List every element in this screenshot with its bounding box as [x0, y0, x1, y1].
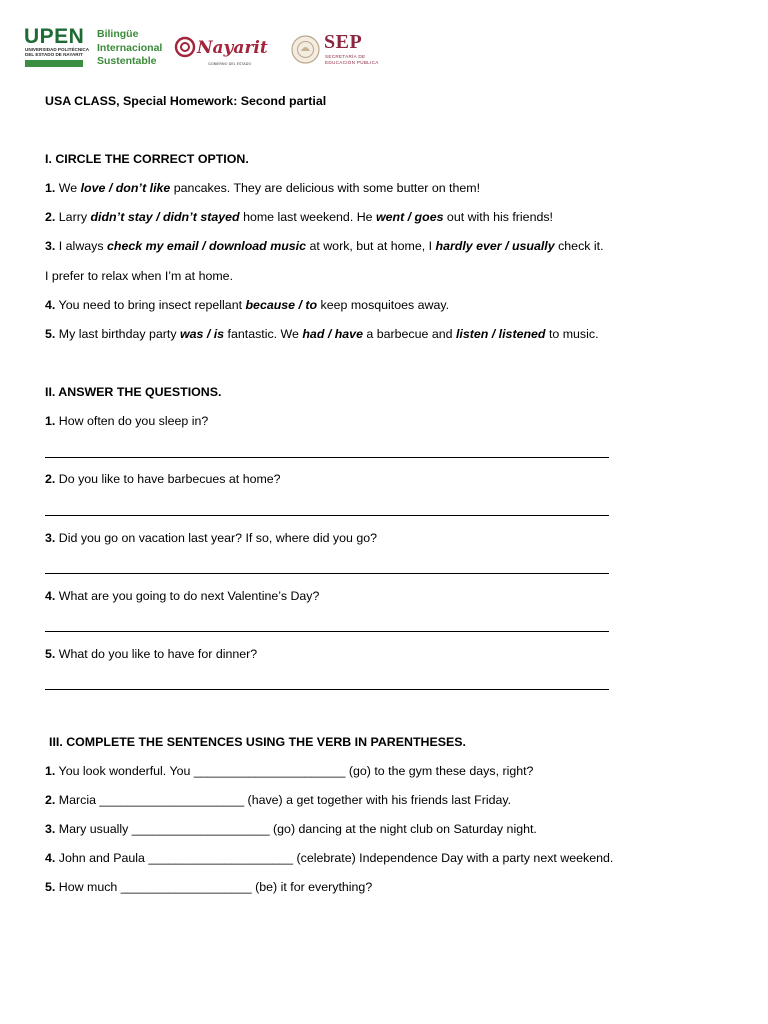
nayarit-logo-text: Nayarit	[197, 38, 268, 58]
section-1-item-continuation	[45, 269, 233, 283]
answer-line-2[interactable]	[45, 515, 609, 516]
answer-line-3[interactable]	[45, 573, 609, 574]
sentence-text: My last birthday party	[55, 327, 180, 341]
sentence-text: I always	[55, 239, 107, 253]
section-1-item	[45, 298, 449, 312]
upen-logo-subtitle: UNIVERSIDAD POLITÉCNICA DEL ESTADO DE NAYARIT	[25, 47, 90, 57]
answer-line-5[interactable]	[45, 689, 609, 690]
upen-badge	[25, 60, 83, 67]
answer-option-text: went / goes	[376, 210, 444, 224]
sep-logo-text: SEP	[324, 31, 363, 53]
sentence-text: at work, but at home, I	[306, 239, 436, 253]
sep-logo-subtitle: SECRETARÍA DE EDUCACIÓN PÚBLICA	[325, 54, 379, 65]
sentence-text: to music.	[545, 327, 599, 341]
section-1-item	[45, 210, 553, 224]
sentence-text: home last weekend. He	[239, 210, 376, 224]
section-1-item	[45, 239, 604, 253]
sentence-text: keep mosquitoes away.	[317, 298, 450, 312]
sentence-text: fantastic. We	[224, 327, 303, 341]
document-title: USA CLASS, Special Homework: Second partial	[45, 94, 327, 108]
section-3-heading: III. COMPLETE THE SENTENCES USING THE VERB IN PARENTHESES.	[49, 735, 466, 749]
question-5: 5. What do you like to have for dinner?	[45, 647, 258, 661]
answer-option-text: listen / listened	[455, 327, 546, 341]
answer-option-text: love / don’t like	[80, 181, 171, 195]
sentence-text: pancakes. They are delicious with some butter on them!	[170, 181, 481, 195]
fill-in-sentence-1: 1. You look wonderful. You ______________________ (go) to the gym these days, right?	[45, 764, 534, 778]
sentence-text: You need to bring insect repellant	[55, 298, 246, 312]
sentence-text: Larry	[55, 210, 91, 224]
item-number: 2.	[45, 210, 56, 224]
answer-line-1[interactable]	[45, 457, 609, 458]
section-2-heading: II. ANSWER THE QUESTIONS.	[45, 385, 222, 399]
fill-in-sentence-4: 4. John and Paula _____________________ (celebrate) Independence Day with a party next weekend.	[45, 851, 614, 865]
section-1-heading: I. CIRCLE THE CORRECT OPTION.	[45, 152, 249, 166]
fill-in-sentence-5: 5. How much ___________________ (be) it for everything?	[45, 880, 373, 894]
nayarit-swirl-icon	[176, 38, 194, 56]
answer-option-text: had / have	[302, 327, 363, 341]
fill-in-sentence-3: 3. Mary usually ____________________ (go) dancing at the night club on Saturday night.	[45, 822, 537, 836]
fill-in-sentence-2: 2. Marcia _____________________ (have) a get together with his friends last Friday.	[45, 793, 512, 807]
sentence-text: I prefer to relax when I’m at home.	[45, 269, 234, 283]
sentence-text: We	[55, 181, 81, 195]
item-number: 5.	[45, 327, 56, 341]
answer-line-4[interactable]	[45, 631, 609, 632]
mexico-seal-icon	[291, 35, 320, 64]
item-number: 4.	[45, 298, 56, 312]
answer-option-text: hardly ever / usually	[435, 239, 555, 253]
section-1-item	[45, 181, 480, 195]
answer-option-text: check my email / download music	[107, 239, 307, 253]
section-1-item	[45, 327, 599, 341]
answer-option-text: didn’t stay / didn’t stayed	[90, 210, 240, 224]
sentence-text: check it.	[554, 239, 604, 253]
answer-option-text: because / to	[245, 298, 318, 312]
sentence-text: out with his friends!	[443, 210, 553, 224]
sentence-text: a barbecue and	[362, 327, 456, 341]
question-2: 2. Do you like to have barbecues at home?	[45, 472, 281, 486]
upen-logo: UPEN	[24, 25, 85, 48]
nayarit-logo	[172, 32, 272, 70]
item-number: 1.	[45, 181, 56, 195]
answer-option-text: was / is	[179, 327, 225, 341]
item-number: 3.	[45, 239, 56, 253]
question-1: 1. How often do you sleep in?	[45, 414, 209, 428]
bis-logo: Bilingüe Internacional Sustentable	[97, 28, 163, 67]
nayarit-logo-subtitle: GOBIERNO DEL ESTADO	[208, 62, 252, 66]
question-3: 3. Did you go on vacation last year? If so, where did you go?	[45, 531, 378, 545]
question-4: 4. What are you going to do next Valentine’s Day?	[45, 589, 320, 603]
